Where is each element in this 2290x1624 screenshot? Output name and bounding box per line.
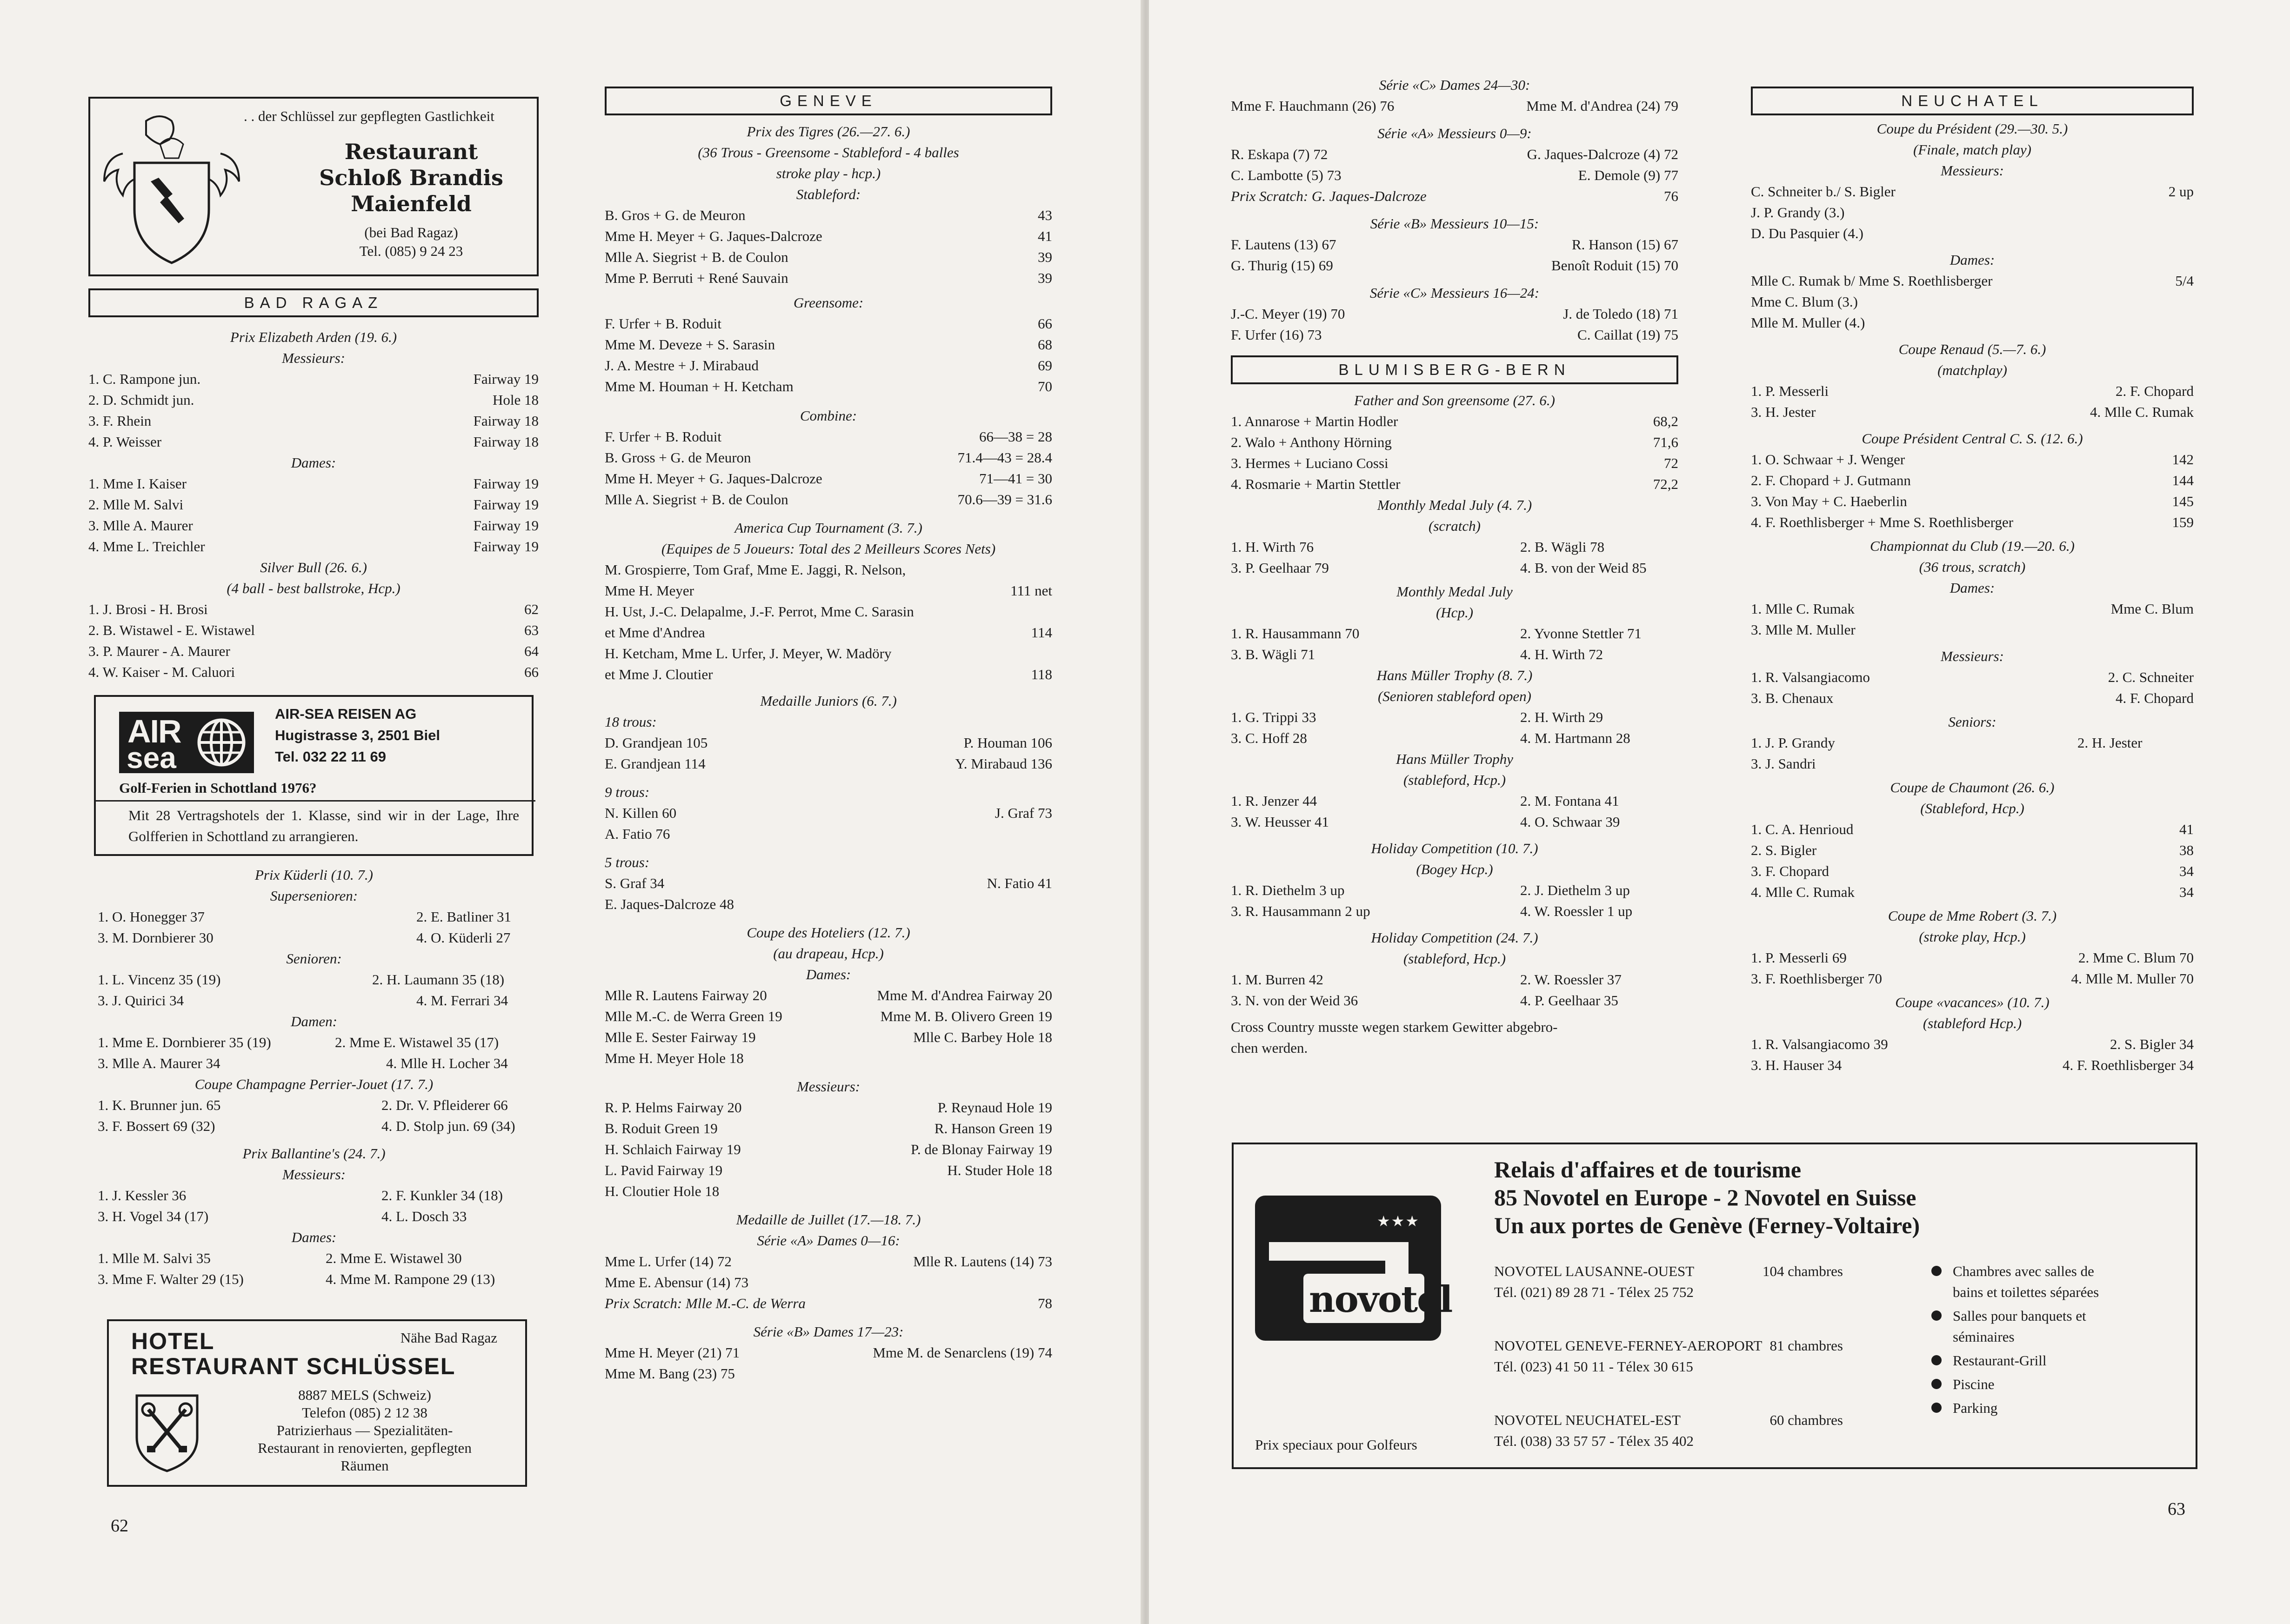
category-label: Dames: <box>806 966 851 982</box>
result-row: 3. H. Jester 4. Mlle C. Rumak <box>1751 404 2194 420</box>
novotel-hotel-list <box>1494 1261 1843 1456</box>
competition-subtitle: (stroke play, Hcp.) <box>1919 929 2026 945</box>
result-row: 1. O. Schwaar + J. Wenger 142 <box>1751 451 2194 468</box>
competition-title: Coupe des Hoteliers (12. 7.) <box>747 924 910 941</box>
feature-item: Restaurant-Grill <box>1931 1350 2173 1371</box>
competition-title: Monthly Medal July (4. 7.) <box>1377 497 1532 513</box>
result-row: H. Schlaich Fairway 19 P. de Blonay Fairway 19 <box>605 1141 1052 1157</box>
hotel-tel: Telefon (085) 2 12 38 <box>302 1404 427 1421</box>
section-heading-bad-ragaz: BAD RAGAZ <box>88 288 539 317</box>
bullet-icon <box>1931 1266 1942 1276</box>
result-row: Mlle R. Lautens Fairway 20 Mme M. d'Andrea Fairway 20 <box>605 987 1052 1003</box>
result-row: 2. Walo + Anthony Hörning 71,6 <box>1231 434 1678 450</box>
coat-of-arms-icon <box>95 112 248 270</box>
result-row: Mme L. Urfer (14) 72 Mlle R. Lautens (14) 73 <box>605 1253 1052 1270</box>
category-label: Série «C» Dames 24—30: <box>1379 77 1530 93</box>
result-row: F. Lautens (13) 67 R. Hanson (15) 67 <box>1231 236 1678 253</box>
bad-ragaz-section <box>88 285 539 682</box>
category-label: Dames: <box>1950 252 1995 268</box>
result-row: S. Graf 34 N. Fatio 41 <box>605 875 1052 891</box>
competition-title: Prix Küderli (10. 7.) <box>255 867 373 883</box>
section-heading-neuchatel: NEUCHATEL <box>1751 87 2194 115</box>
competition-subtitle: (Finale, match play) <box>1913 141 2031 158</box>
result-row: 3. W. Heusser 41 4. O. Schwaar 39 <box>1231 814 1620 830</box>
competition-title: Coupe Champagne Perrier-Jouet (17. 7.) <box>194 1076 434 1092</box>
result-row: 3. B. Chenaux 4. F. Chopard <box>1751 690 2194 706</box>
competition-title: Father and Son greensome (27. 6.) <box>1354 392 1555 408</box>
hotel-tel: Tél. (038) 33 57 57 - Télex 35 402 <box>1494 1433 1694 1449</box>
section-heading-blumisberg: BLUMISBERG-BERN <box>1231 355 1678 384</box>
competition-subtitle: (Hcp.) <box>1435 604 1474 621</box>
competition-title: Coupe «vacances» (10. 7.) <box>1895 994 2050 1010</box>
result-row: Mme H. Meyer Hole 18 <box>605 1050 744 1066</box>
competition-subtitle: (Equipes de 5 Joueurs: Total des 2 Meilleurs Scores Nets) <box>661 541 996 557</box>
result-row: B. Gros + G. de Meuron 43 <box>605 207 1052 223</box>
page-right <box>1149 0 2290 1624</box>
competition-title: Championnat du Club (19.—20. 6.) <box>1869 538 2075 554</box>
competition-title: Medaille de Juillet (17.—18. 7.) <box>736 1211 921 1228</box>
category-label: Damen: <box>291 1013 337 1029</box>
category-label: Greensome: <box>793 294 864 311</box>
competition-subtitle: (stableford, Hcp.) <box>1403 950 1506 967</box>
result-row: F. Urfer + B. Roduit 66 <box>605 315 1052 332</box>
competition-title: Medaille Juniors (6. 7.) <box>760 693 897 709</box>
ad-name-line2: Schloß Brandis <box>319 165 503 190</box>
hotel-entry <box>1494 1335 1843 1410</box>
hotel-rooms: 81 chambres <box>1769 1337 1843 1354</box>
category-label: Série «B» Dames 17—23: <box>753 1323 904 1340</box>
hotel-desc: Patrizierhaus — Spezialitäten- <box>276 1422 453 1438</box>
novotel-logo <box>1255 1196 1452 1341</box>
competition-subtitle: (4 ball - best ballstroke, Hcp.) <box>227 580 401 596</box>
team-members: H. Ketcham, Mme L. Urfer, J. Meyer, W. Madöry <box>605 645 892 662</box>
competition-title: Coupe de Mme Robert (3. 7.) <box>1888 908 2057 924</box>
ad-place: (bei Bad Ragaz) <box>364 224 458 241</box>
ad-hotel-schluessel <box>107 1319 527 1487</box>
result-row: 1. P. Messerli 2. F. Chopard <box>1751 383 2194 399</box>
category-label: Dames: <box>291 454 336 471</box>
result-row: 3. Mlle A. Maurer Fairway 19 <box>88 517 539 534</box>
result-row: Mme M. Houman + H. Ketcham 70 <box>605 378 1052 394</box>
result-row: 4. Mme L. Treichler Fairway 19 <box>88 538 539 555</box>
result-row: et Mme d'Andrea 114 <box>605 624 1052 641</box>
result-row: 3. F. Roethlisberger 70 4. Mlle M. Muller 70 <box>1751 970 2194 987</box>
bullet-icon <box>1931 1310 1942 1321</box>
result-row: C. Schneiter b./ S. Bigler 2 up <box>1751 183 2194 200</box>
result-row: 1. Mme E. Dornbierer 35 (19) 2. Mme E. Wistawel 35 (17) <box>98 1034 499 1050</box>
result-row: Mme E. Abensur (14) 73 <box>605 1274 749 1290</box>
result-row: 4. F. Roethlisberger + Mme S. Roethlisberger 159 <box>1751 514 2194 530</box>
ad-headline: Golf-Ferien in Schottland 1976? <box>119 780 317 796</box>
competition-subtitle: (36 Trous - Greensome - Stableford - 4 balles <box>698 144 959 160</box>
hotel-desc: Restaurant in renovierten, gepflegten <box>258 1440 472 1456</box>
hotel-address: 8887 MELS (Schweiz) <box>298 1387 431 1403</box>
result-row: 1. C. Rampone jun. Fairway 19 <box>88 371 539 387</box>
category-label: 9 trous: <box>605 784 650 800</box>
result-row: D. Du Pasquier (4.) <box>1751 225 1863 241</box>
result-row: 3. P. Maurer - A. Maurer 64 <box>88 643 539 659</box>
kuderli-section <box>98 864 530 1290</box>
result-row: Mme H. Meyer (21) 71 Mme M. de Senarclens (19) 74 <box>605 1344 1052 1361</box>
divider <box>96 800 535 802</box>
result-row: 3. F. Bossert 69 (32) 4. D. Stolp jun. 69 (34) <box>98 1118 515 1134</box>
result-row: 1. R. Valsangiacomo 2. C. Schneiter <box>1751 669 2194 685</box>
competition-subtitle: (scratch) <box>1429 518 1481 534</box>
golfers-special: Prix speciaux pour Golfeurs <box>1255 1437 1417 1453</box>
result-row: 1. R. Hausammann 70 2. Yvonne Stettler 71 <box>1231 625 1642 642</box>
result-row: 1. R. Jenzer 44 2. M. Fontana 41 <box>1231 793 1619 809</box>
ad-name-line1: Restaurant <box>344 139 478 164</box>
result-row: 1. R. Diethelm 3 up 2. J. Diethelm 3 up <box>1231 882 1630 898</box>
result-row: Mme C. Blum (3.) <box>1751 294 1858 310</box>
competition-title: America Cup Tournament (3. 7.) <box>734 520 922 536</box>
air-sea-logo <box>119 712 254 773</box>
ad-tel: Tel. (085) 9 24 23 <box>359 243 463 259</box>
result-row: 4. W. Kaiser - M. Caluori 66 <box>88 664 539 680</box>
novotel-headline-line: Relais d'affaires et de tourisme <box>1494 1156 1802 1183</box>
result-row: Mme P. Berruti + René Sauvain 39 <box>605 270 1052 286</box>
logo-stars: ★★★ <box>1376 1213 1420 1230</box>
result-row: 1. G. Trippi 33 2. H. Wirth 29 <box>1231 709 1603 725</box>
result-row: 3. P. Geelhaar 79 4. B. von der Weid 85 <box>1231 560 1647 576</box>
hotel-location: Nähe Bad Ragaz <box>400 1330 497 1346</box>
result-row: 3. B. Wägli 71 4. H. Wirth 72 <box>1231 646 1603 662</box>
result-row: F. Urfer (16) 73 C. Caillat (19) 75 <box>1231 327 1678 343</box>
result-row: 3. H. Vogel 34 (17) 4. L. Dosch 33 <box>98 1208 467 1224</box>
company-address: Hugistrasse 3, 2501 Biel <box>275 727 440 743</box>
result-row: D. Grandjean 105 P. Houman 106 <box>605 735 1052 751</box>
logo-sea-text: sea <box>127 741 176 775</box>
hotel-tel: Tél. (021) 89 28 71 - Télex 25 752 <box>1494 1284 1694 1300</box>
competition-title: Prix Elizabeth Arden (19. 6.) <box>230 329 397 345</box>
result-row: 4. Mlle C. Rumak 34 <box>1751 884 2194 900</box>
result-row: 3. J. Sandri <box>1751 755 1816 772</box>
competition-subtitle: (Stableford, Hcp.) <box>1920 800 2024 816</box>
competition-title: Coupe Président Central C. S. (12. 6.) <box>1862 430 2083 447</box>
result-row: J. A. Mestre + J. Mirabaud 69 <box>605 357 1052 374</box>
result-row: 3. F. Chopard 34 <box>1751 863 2194 879</box>
result-row: 3. M. Dornbierer 30 4. O. Küderli 27 <box>98 929 511 946</box>
competition-title: Coupe Renaud (5.—7. 6.) <box>1898 341 2046 357</box>
result-row: Mlle C. Rumak b/ Mme S. Roethlisberger 5/4 <box>1751 273 2194 289</box>
category-label: Messieurs: <box>1940 162 2004 179</box>
competition-subtitle: (Bogey Hcp.) <box>1416 861 1493 877</box>
note-text: chen werden. <box>1231 1040 1308 1056</box>
category-label: Série «C» Messieurs 16—24: <box>1369 285 1540 301</box>
feature-item: Salles pour banquets et séminaires <box>1931 1305 2173 1347</box>
result-row: 3. Hermes + Luciano Cossi 72 <box>1231 455 1678 471</box>
result-row: 3. F. Rhein Fairway 18 <box>88 413 539 429</box>
result-row: 1. O. Honegger 37 2. E. Batliner 31 <box>98 909 512 925</box>
result-row: 2. F. Chopard + J. Gutmann 144 <box>1751 472 2194 488</box>
logo-text: novotel <box>1309 1278 1452 1321</box>
result-row: R. P. Helms Fairway 20 P. Reynaud Hole 19 <box>605 1099 1052 1116</box>
result-row: N. Killen 60 J. Graf 73 <box>605 805 1052 821</box>
category-label: Série «A» Messieurs 0—9: <box>1377 125 1532 141</box>
competition-title: Prix des Tigres (26.—27. 6.) <box>747 123 910 140</box>
ad-contact <box>300 223 523 261</box>
hotel-name: NOVOTEL NEUCHATEL-EST <box>1494 1412 1681 1428</box>
hotel-name: NOVOTEL LAUSANNE-OUEST <box>1494 1263 1695 1279</box>
result-row: 1. C. A. Henrioud 41 <box>1751 821 2194 837</box>
category-label: Seniors: <box>1948 714 1996 730</box>
category-label: Supersenioren: <box>270 888 358 904</box>
company-tel: Tel. 032 22 11 69 <box>275 749 387 765</box>
result-row: Mme M. Deveze + S. Sarasin 68 <box>605 336 1052 353</box>
geneve-section <box>605 83 1052 1384</box>
result-row: 2. B. Wistawel - E. Wistawel 63 <box>88 622 539 638</box>
result-row: 1. K. Brunner jun. 65 2. Dr. V. Pfleiderer 66 <box>98 1097 508 1113</box>
result-row: Mlle M.-C. de Werra Green 19 Mme M. B. Olivero Green 19 <box>605 1008 1052 1024</box>
company-name: AIR-SEA REISEN AG <box>275 706 417 722</box>
globe-icon <box>194 716 249 769</box>
category-label: Dames: <box>1950 580 1995 596</box>
result-row: J. P. Grandy (3.) <box>1751 204 1845 221</box>
result-row: 1. P. Messerli 69 2. Mme C. Blum 70 <box>1751 949 2194 966</box>
result-row: E. Jaques-Dalcroze 48 <box>605 896 734 912</box>
feature-item: Piscine <box>1931 1374 2173 1395</box>
result-row: E. Grandjean 114 Y. Mirabaud 136 <box>605 755 1052 772</box>
ad-name-line3: Maienfeld <box>351 191 472 216</box>
result-row: R. Eskapa (7) 72 G. Jaques-Dalcroze (4) 72 <box>1231 146 1678 162</box>
result-row: 2. D. Schmidt jun. Hole 18 <box>88 392 539 408</box>
competition-title: Coupe de Chaumont (26. 6.) <box>1890 779 2055 795</box>
air-sea-contact <box>275 703 440 768</box>
crossed-keys-shield-icon <box>132 1391 202 1475</box>
category-label: Série «B» Messieurs 10—15: <box>1370 215 1539 232</box>
competition-title: Hans Müller Trophy <box>1395 751 1514 767</box>
result-row: Prix Scratch: G. Jaques-Dalcroze 76 <box>1231 188 1678 204</box>
feature-item: Parking <box>1931 1397 2173 1418</box>
result-row: H. Cloutier Hole 18 <box>605 1183 720 1199</box>
category-label: Messieurs: <box>796 1078 861 1095</box>
competition-title: Monthly Medal July <box>1396 583 1513 600</box>
result-row: 1. M. Burren 42 2. W. Roessler 37 <box>1231 971 1622 988</box>
result-row: Mlle E. Sester Fairway 19 Mlle C. Barbey Hole 18 <box>605 1029 1052 1045</box>
result-row: 1. Mlle M. Salvi 35 2. Mme E. Wistawel 30 <box>98 1250 462 1266</box>
category-label: Messieurs: <box>281 350 346 366</box>
category-label: Combine: <box>800 408 857 424</box>
result-row: 3. Mlle M. Muller <box>1751 622 1856 638</box>
result-row: C. Lambotte (5) 73 E. Demole (9) 77 <box>1231 167 1678 183</box>
competition-title: Hans Müller Trophy (8. 7.) <box>1376 667 1533 683</box>
bullet-icon <box>1931 1379 1942 1389</box>
page-number: 63 <box>2168 1499 2185 1519</box>
competition-title: Coupe du Président (29.—30. 5.) <box>1876 120 2068 137</box>
result-row: 1. J. Kessler 36 2. F. Kunkler 34 (18) <box>98 1187 503 1203</box>
hotel-rooms: 104 chambres <box>1762 1263 1843 1279</box>
team-members: M. Grospierre, Tom Graf, Mme E. Jaggi, R. Nelson, <box>605 561 906 578</box>
result-row: 3. J. Quirici 34 4. M. Ferrari 34 <box>98 992 508 1009</box>
result-row: 1. R. Valsangiacomo 39 2. S. Bigler 34 <box>1751 1036 2194 1052</box>
result-row: Mlle A. Siegrist + B. de Coulon 39 <box>605 249 1052 265</box>
result-row: G. Thurig (15) 69 Benoît Roduit (15) 70 <box>1231 257 1678 274</box>
result-row: 2. Mlle M. Salvi Fairway 19 <box>88 496 539 513</box>
result-row: 4. P. Weisser Fairway 18 <box>88 434 539 450</box>
ad-air-sea <box>94 695 534 856</box>
competition-subtitle: (stableford, Hcp.) <box>1403 772 1506 788</box>
result-row: Mme H. Meyer + G. Jaques-Dalcroze 41 <box>605 228 1052 244</box>
hotel-name: NOVOTEL GENEVE-FERNEY-AEROPORT <box>1494 1337 1763 1354</box>
competition-subtitle: (matchplay) <box>1937 362 2007 378</box>
bullet-icon <box>1931 1403 1942 1413</box>
result-row: et Mme J. Cloutier 118 <box>605 666 1052 682</box>
hotel-rooms: 60 chambres <box>1769 1412 1843 1428</box>
result-row: Mme H. Meyer 111 net <box>605 582 1052 599</box>
category-label: Senioren: <box>286 950 342 967</box>
result-row: 3. Mlle A. Maurer 34 4. Mlle H. Locher 34 <box>98 1055 508 1071</box>
hotel-tel: Tél. (023) 41 50 11 - Télex 30 615 <box>1494 1358 1693 1375</box>
result-row: L. Pavid Fairway 19 H. Studer Hole 18 <box>605 1162 1052 1178</box>
category-label: Dames: <box>291 1229 337 1245</box>
competition-subtitle: (Senioren stableford open) <box>1377 688 1532 704</box>
feature-item: Chambres avec salles de bains et toilettes séparées <box>1931 1261 2173 1303</box>
geneve-continued <box>1231 74 1678 1058</box>
category-label: 18 trous: <box>605 714 657 730</box>
result-row: Mlle A. Siegrist + B. de Coulon 70.6—39 = 31.6 <box>605 491 1052 508</box>
result-row: 3. Von May + C. Haeberlin 145 <box>1751 493 2194 509</box>
ad-schloss-brandis <box>88 97 539 276</box>
hotel-desc: Räumen <box>340 1457 389 1474</box>
competition-title: Holiday Competition (10. 7.) <box>1371 840 1538 856</box>
result-row: 3. N. von der Weid 36 4. P. Geelhaar 35 <box>1231 992 1618 1009</box>
result-row: A. Fatio 76 <box>605 826 670 842</box>
page-left <box>0 0 1143 1624</box>
result-row: Mlle M. Muller (4.) <box>1751 314 1865 331</box>
novotel-headline-line: Un aux portes de Genève (Ferney-Voltaire) <box>1494 1212 1920 1238</box>
category-label: Messieurs: <box>1940 648 2004 664</box>
result-row: Mme M. Bang (23) 75 <box>605 1365 735 1382</box>
bullet-icon <box>1931 1355 1942 1365</box>
competition-subtitle: (stableford Hcp.) <box>1923 1015 2022 1031</box>
result-row: 4. Rosmarie + Martin Stettler 72,2 <box>1231 476 1678 492</box>
hotel-entry <box>1494 1410 1843 1456</box>
result-row: 3. C. Hoff 28 4. M. Hartmann 28 <box>1231 730 1630 746</box>
ad-tagline: . . der Schlüssel zur gepflegten Gastlichkeit <box>244 108 494 124</box>
category-label: Messieurs: <box>282 1166 346 1183</box>
category-label: Série «A» Dames 0—16: <box>757 1232 900 1249</box>
result-row: 1. Annarose + Martin Hodler 68,2 <box>1231 413 1678 429</box>
competition-title: Prix Ballantine's (24. 7.) <box>242 1145 386 1162</box>
section-heading-geneve: GENEVE <box>605 87 1052 115</box>
result-row: 1. H. Wirth 76 2. B. Wägli 78 <box>1231 539 1605 555</box>
result-row: B. Roduit Green 19 R. Hanson Green 19 <box>605 1120 1052 1136</box>
result-row: Mme H. Meyer + G. Jaques-Dalcroze 71—41 = 30 <box>605 470 1052 487</box>
neuchatel-section <box>1751 83 2194 1076</box>
competition-subtitle: (36 trous, scratch) <box>1919 559 2026 575</box>
novotel-features <box>1931 1261 2173 1418</box>
hotel-details <box>216 1386 514 1475</box>
novotel-headline <box>1494 1156 1920 1239</box>
result-row: F. Urfer + B. Roduit 66—38 = 28 <box>605 428 1052 445</box>
result-row: B. Gross + G. de Meuron 71.4—43 = 28.4 <box>605 449 1052 466</box>
hotel-title-line2: RESTAURANT SCHLÜSSEL <box>131 1353 456 1379</box>
ad-restaurant-name <box>300 139 523 217</box>
result-row: 2. S. Bigler 38 <box>1751 842 2194 858</box>
logo-air-text: AIR <box>127 713 181 749</box>
competition-subtitle: stroke play - hcp.) <box>776 165 881 181</box>
competition-title: Silver Bull (26. 6.) <box>260 559 367 575</box>
ad-body: Mit 28 Vertragshotels der 1. Klasse, sind wir in der Lage, Ihre Golfferien in Schottland zu arrangieren. <box>128 807 519 844</box>
result-row: Prix Scratch: Mlle M.-C. de Werra 78 <box>605 1295 1052 1311</box>
result-row: 3. R. Hausammann 2 up 4. W. Roessler 1 up <box>1231 903 1633 919</box>
category-label: 5 trous: <box>605 854 650 870</box>
result-row: Mme F. Hauchmann (26) 76 Mme M. d'Andrea (24) 79 <box>1231 98 1678 114</box>
note-text: Cross Country musste wegen starkem Gewitter abgebro- <box>1231 1019 1558 1035</box>
result-row: 3. H. Hauser 34 4. F. Roethlisberger 34 <box>1751 1057 2194 1073</box>
novotel-headline-line: 85 Novotel en Europe - 2 Novotel en Suisse <box>1494 1184 1916 1210</box>
team-members: H. Ust, J.-C. Delapalme, J.-F. Perrot, Mme C. Sarasin <box>605 603 914 620</box>
result-row: 1. J. Brosi - H. Brosi 62 <box>88 601 539 617</box>
competition-title: Holiday Competition (24. 7.) <box>1371 929 1538 946</box>
result-row: J.-C. Meyer (19) 70 J. de Toledo (18) 71 <box>1231 306 1678 322</box>
ad-novotel <box>1232 1143 2197 1469</box>
page-number: 62 <box>111 1516 128 1536</box>
result-row: 1. Mme I. Kaiser Fairway 19 <box>88 475 539 492</box>
hotel-entry <box>1494 1261 1843 1335</box>
competition-subtitle: (au drapeau, Hcp.) <box>773 945 884 962</box>
result-row: 1. L. Vincenz 35 (19) 2. H. Laumann 35 (18) <box>98 971 505 988</box>
hotel-title-line1: HOTEL <box>131 1328 215 1354</box>
category-label: Stableford: <box>796 186 861 202</box>
result-row: 1. Mlle C. Rumak Mme C. Blum <box>1751 601 2194 617</box>
result-row: 3. Mme F. Walter 29 (15) 4. Mme M. Rampone 29 (13) <box>98 1271 495 1287</box>
result-row: 1. J. P. Grandy 2. H. Jester <box>1751 735 2143 751</box>
